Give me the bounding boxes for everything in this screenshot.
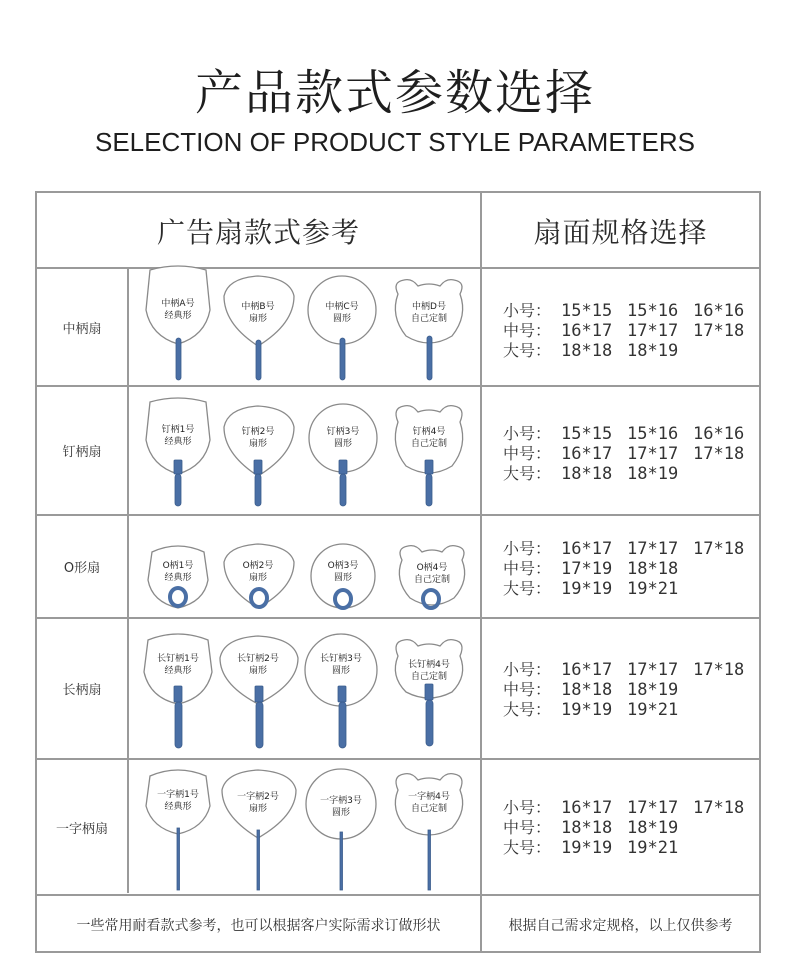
fan-spec-header: 扇面规格选择 (533, 215, 708, 249)
spec-size: 大号： (503, 700, 552, 719)
fan-handle-cap (174, 460, 182, 474)
fan-handle (340, 474, 346, 506)
row-label: O形扇 (63, 561, 101, 576)
fan-label: 圆形 (333, 439, 353, 449)
spec-value: 19*21 (627, 579, 679, 599)
footer-note-left: 一些常用耐看款式参考，也可以根据客户实际需求订做形状 (76, 918, 441, 934)
spec-value: 18*18 (561, 341, 613, 361)
fan-handle (427, 336, 432, 380)
spec-size: 小号： (503, 539, 552, 558)
spec-value: 19*21 (627, 838, 679, 858)
fan-label: 一字柄1号 (157, 790, 199, 800)
spec-value: 17*17 (627, 321, 679, 341)
fan-label: 圆形 (332, 314, 352, 324)
fan-label: 中柄A号 (161, 299, 195, 309)
fan-label: 一字柄4号 (408, 792, 450, 802)
spec-size: 小号： (503, 798, 552, 817)
spec-value: 18*18 (561, 680, 613, 700)
spec-value: 19*19 (561, 700, 613, 720)
fan-label: 自己定制 (410, 804, 448, 814)
spec-value: 17*17 (627, 539, 679, 559)
spec-value: 16*17 (561, 539, 613, 559)
spec-value: 17*18 (693, 444, 745, 464)
fan-handle (255, 474, 261, 506)
fan-label: 中柄B号 (241, 302, 275, 312)
spec-value: 16*16 (693, 424, 745, 444)
fan-label: 自己定制 (413, 575, 451, 585)
row-label: 中柄扇 (62, 321, 102, 337)
spec-value: 19*19 (561, 838, 613, 858)
spec-size: 中号： (503, 444, 552, 463)
spec-value: 17*19 (561, 559, 613, 579)
spec-value: 15*16 (627, 301, 679, 321)
spec-value: 17*17 (627, 660, 679, 680)
footer-note-right: 根据自己需求定规格，以上仅供参考 (508, 918, 733, 934)
fan-label: 自己定制 (410, 314, 448, 324)
spec-value: 18*18 (561, 464, 613, 484)
spec-value: 16*17 (561, 660, 613, 680)
spec-value: 19*21 (627, 700, 679, 720)
spec-value: 17*18 (693, 539, 745, 559)
fan-label: 长钉柄4号 (408, 660, 450, 670)
fan-handle (175, 702, 182, 748)
spec-size: 大号： (503, 341, 552, 360)
spec-value: 16*17 (561, 444, 613, 464)
spec-value: 17*18 (693, 321, 745, 341)
fan-handle (426, 474, 432, 506)
fan-label: 自己定制 (410, 672, 448, 682)
fan-label: 一字柄2号 (237, 792, 279, 802)
fan-label: 钉柄1号 (161, 425, 195, 435)
fan-label: 自己定制 (410, 439, 448, 449)
fan-handle-cap (255, 686, 263, 702)
spec-value: 18*19 (627, 464, 679, 484)
fan-handle-cap (339, 460, 347, 474)
fan-handle-cap (338, 686, 346, 702)
row-label: 钉柄扇 (62, 445, 102, 460)
fan-label: 一字柄3号 (320, 796, 362, 806)
fan-label: 经典形 (164, 573, 192, 583)
spec-size: 小号： (503, 301, 552, 320)
fan-handle-cap (174, 686, 182, 702)
fan-handle (175, 474, 181, 506)
spec-size: 中号： (503, 680, 552, 699)
fan-label: 中柄C号 (325, 302, 359, 312)
fan-handle (426, 700, 433, 746)
fan-style-header: 广告扇款式参考 (156, 215, 360, 249)
fan-label: 扇形 (248, 804, 268, 814)
spec-value: 17*17 (627, 798, 679, 818)
spec-value: 18*18 (561, 818, 613, 838)
spec-value: 17*18 (693, 798, 745, 818)
spec-value: 17*18 (693, 660, 745, 680)
spec-size: 小号： (503, 424, 552, 443)
spec-size: 大号： (503, 838, 552, 857)
fan-handle (176, 338, 181, 380)
spec-value: 18*19 (627, 818, 679, 838)
spec-value: 15*16 (627, 424, 679, 444)
fan-label: 中柄D号 (412, 302, 446, 312)
fan-label: 钉柄2号 (241, 427, 275, 437)
fan-label: O柄1号 (162, 561, 194, 571)
fan-handle-cap (425, 684, 433, 700)
fan-label: 经典形 (164, 666, 192, 676)
fan-label: 扇形 (248, 666, 268, 676)
page-subtitle: SELECTION OF PRODUCT STYLE PARAMETERS (94, 127, 696, 157)
fan-label: 圆形 (331, 666, 351, 676)
spec-value: 18*18 (627, 559, 679, 579)
fan-handle-cap (254, 460, 262, 474)
spec-size: 大号： (503, 464, 552, 483)
spec-value: 18*19 (627, 680, 679, 700)
fan-label: 经典形 (164, 802, 192, 812)
fan-handle (428, 830, 431, 890)
fan-label: O柄3号 (327, 561, 359, 571)
row-label: 一字柄扇 (55, 821, 108, 837)
fan-handle (257, 830, 260, 890)
fan-handle (340, 338, 345, 380)
fan-handle (340, 832, 343, 890)
spec-size: 中号： (503, 559, 552, 578)
fan-label: O柄4号 (416, 563, 448, 573)
fan-label: 圆形 (333, 573, 353, 583)
spec-value: 18*19 (627, 341, 679, 361)
spec-value: 15*15 (561, 301, 613, 321)
fan-label: 经典形 (164, 437, 192, 447)
page-title: 产品款式参数选择 (194, 65, 595, 121)
fan-label: 经典形 (164, 311, 192, 321)
fan-label: 钉柄3号 (326, 427, 360, 437)
spec-value: 16*16 (693, 301, 745, 321)
spec-value: 17*17 (627, 444, 679, 464)
spec-value: 19*19 (561, 579, 613, 599)
spec-size: 中号： (503, 818, 552, 837)
fan-handle (256, 702, 263, 748)
fan-label: 圆形 (331, 808, 351, 818)
fan-label: 长钉柄2号 (237, 654, 279, 664)
fan-label: 钉柄4号 (412, 427, 446, 437)
fan-label: 扇形 (248, 314, 268, 324)
fan-handle (339, 702, 346, 748)
fan-label: 扇形 (248, 573, 268, 583)
row-label: 长柄扇 (62, 683, 102, 698)
fan-handle (177, 828, 180, 890)
spec-size: 中号： (503, 321, 552, 340)
fan-handle-cap (425, 460, 433, 474)
spec-size: 大号： (503, 579, 552, 598)
fan-label: O柄2号 (242, 561, 274, 571)
fan-label: 长钉柄3号 (320, 654, 362, 664)
spec-value: 16*17 (561, 798, 613, 818)
spec-value: 15*15 (561, 424, 613, 444)
fan-label: 长钉柄1号 (157, 654, 199, 664)
spec-size: 小号： (503, 660, 552, 679)
fan-label: 扇形 (248, 439, 268, 449)
spec-value: 16*17 (561, 321, 613, 341)
fan-handle (256, 340, 261, 380)
